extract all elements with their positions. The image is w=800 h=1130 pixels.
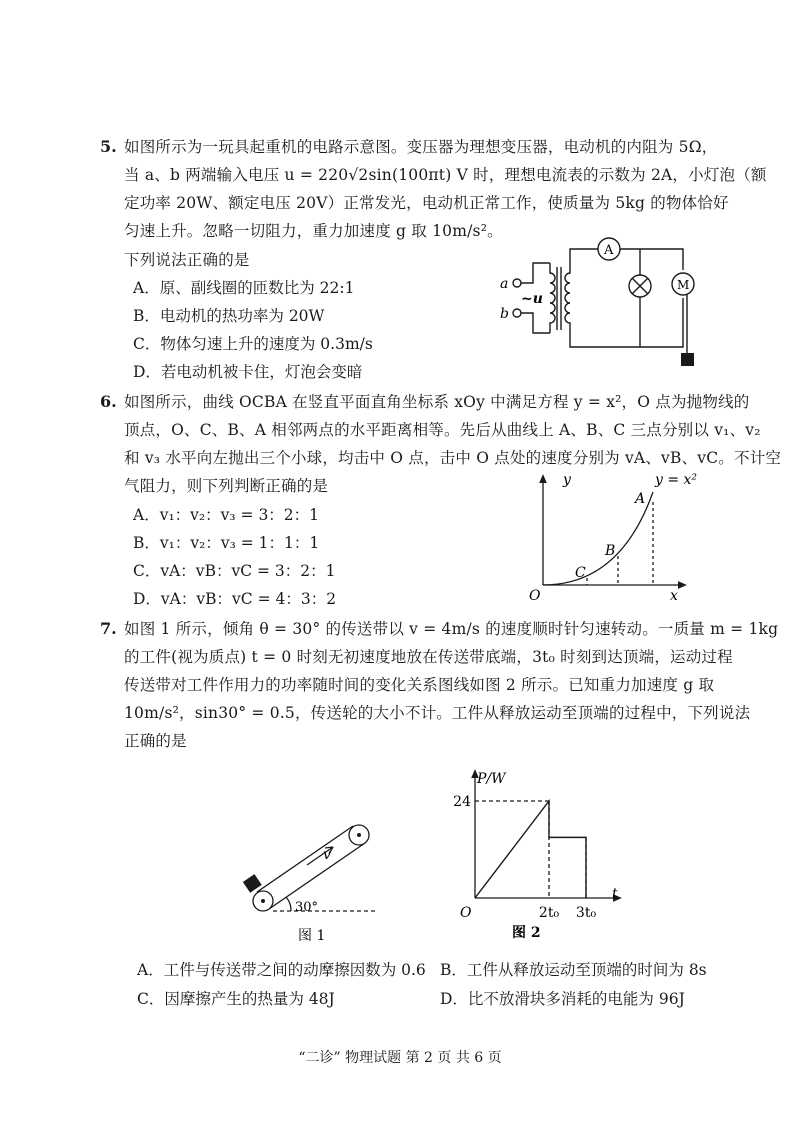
q6-option-a: A．v₁：v₂：v₃ = 3：2：1 (133, 506, 320, 524)
source-label: ~u (521, 291, 543, 307)
q7-number: 7. (100, 619, 117, 638)
q6-x-label: x (670, 588, 678, 604)
load-block-icon (681, 353, 694, 366)
q6-line-4: 气阻力，则下列判断正确的是 (124, 477, 329, 495)
motor-label: M (677, 278, 690, 292)
q5-circuit-diagram (495, 235, 705, 375)
q7-option-a: A．工件与传送带之间的动摩擦因数为 0.6 (137, 961, 426, 979)
fig1-velocity-label: v (323, 847, 331, 863)
ammeter-label: A (604, 243, 614, 258)
q6-number: 6. (100, 392, 117, 411)
q5-option-b: B．电动机的热功率为 20W (133, 307, 325, 325)
q5-line-4: 匀速上升。忽略一切阻力，重力加速度 g 取 10m/s²。 (124, 222, 503, 240)
q5-option-a: A．原、副线圈的匝数比为 22:1 (133, 279, 355, 297)
q6-curve-label: y = x² (655, 472, 698, 488)
q7-option-c: C．因摩擦产生的热量为 48J (137, 990, 335, 1008)
primary-coil-icon (550, 263, 555, 333)
q6-point-b: B (605, 543, 616, 559)
fig2-caption: 图 2 (512, 925, 541, 941)
terminal-a-label: a (500, 276, 509, 292)
q7-option-b: B．工件从释放运动至顶端的时间为 8s (440, 961, 707, 979)
fig2-y-axis-label: P/W (477, 771, 506, 787)
q7-conveyor-figure (235, 815, 385, 945)
q5-number: 5. (100, 137, 117, 156)
q6-line-2: 顶点，O、C、B、A 相邻两点的水平距离相等。先后从曲线上 A、B、C 三点分别以 v₁、v₂ (124, 421, 761, 439)
q7-line-2: 的工件(视为质点) t = 0 时刻无初速度地放在传送带底端，3t₀ 时刻到达顶端，运动过程 (124, 648, 733, 666)
q5-line-3: 定功率 20W、额定电压 20V）正常发光，电动机正常工作，使质量为 5kg 的物体恰好 (124, 194, 729, 212)
secondary-coil-icon (565, 263, 570, 333)
q6-y-label: y (563, 472, 571, 488)
q6-line-3: 和 v₃ 水平向左抛出三个小球，均击中 O 点，击中 O 点处的速度分别为 vA、vB、vC。不计空 (124, 449, 782, 467)
q6-origin-label: O (529, 588, 541, 604)
q5-line-1: 如图所示为一玩具起重机的电路示意图。变压器为理想变压器，电动机的内阻为 5Ω， (124, 138, 718, 156)
terminal-b-icon (513, 309, 521, 317)
q7-line-1: 如图 1 所示，倾角 θ = 30° 的传送带以 v = 4m/s 的速度顺时针匀速转动。一质量 m = 1kg (124, 620, 779, 638)
q7-line-5: 正确的是 (124, 732, 187, 750)
fig2-origin-label: O (460, 905, 472, 921)
fig2-power-series (475, 801, 586, 898)
q6-parabola-diagram (525, 470, 705, 605)
fig1-angle-label: 30° (295, 900, 319, 915)
q5-line-2: 当 a、b 两端输入电压 u = 220√2sin(100πt) V 时，理想电流表的示数为 2A，小灯泡（额 (124, 166, 767, 184)
q6-point-c: C (575, 565, 586, 581)
fig2-x-tick-2t0: 2t₀ (538, 905, 560, 921)
fig2-x-axis-label: t (612, 886, 618, 902)
q6-option-b: B．v₁：v₂：v₃ = 1：1：1 (133, 534, 320, 552)
page-footer: “二诊” 物理试题 第 2 页 共 6 页 (298, 1050, 502, 1066)
q6-point-a: A (635, 491, 646, 507)
q5-line-5: 下列说法正确的是 (124, 251, 250, 269)
q7-power-time-chart (440, 765, 640, 945)
q5-option-c: C．物体匀速上升的速度为 0.3m/s (133, 335, 373, 353)
fig2-x-tick-3t0: 3t₀ (575, 905, 597, 921)
fig1-caption: 图 1 (298, 928, 326, 944)
fig2-y-tick-24: 24 (453, 794, 471, 810)
terminal-b-label: b (500, 306, 509, 322)
q6-option-d: D．vA：vB：vC = 4：3：2 (133, 590, 337, 608)
q7-line-4: 10m/s²，sin30° = 0.5，传送轮的大小不计。工件从释放运动至顶端的过程中，下列说法 (124, 704, 751, 722)
q7-line-3: 传送带对工件作用力的功率随时间的变化关系图线如图 2 所示。已知重力加速度 g 取 (124, 676, 715, 694)
q6-line-1: 如图所示，曲线 OCBA 在竖直平面直角坐标系 xOy 中满足方程 y = x²，O 点为抛物线的 (124, 393, 750, 411)
q7-option-d: D．比不放滑块多消耗的电能为 96J (440, 990, 685, 1008)
q5-option-d: D．若电动机被卡住，灯泡会变暗 (133, 363, 363, 381)
terminal-a-icon (513, 279, 521, 287)
q6-option-c: C．vA：vB：vC = 3：2：1 (133, 562, 336, 580)
